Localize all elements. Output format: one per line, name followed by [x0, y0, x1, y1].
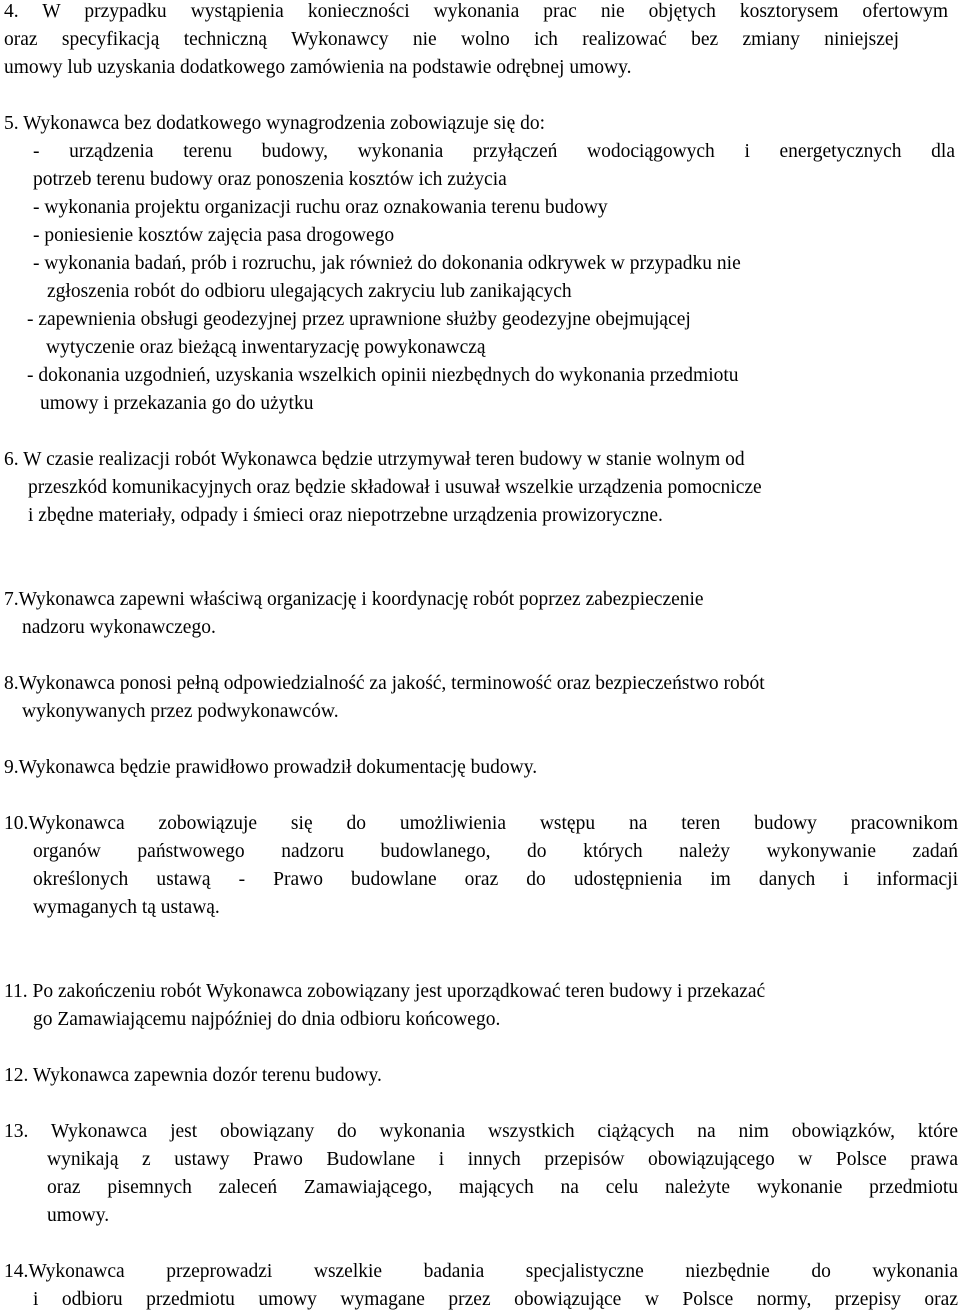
paragraph-8-line-1: 8.Wykonawca ponosi pełną odpowiedzialność za jakość, terminowość oraz bezpieczeństwo robót [4, 673, 765, 694]
paragraph-10-line-2: organów państwowego nadzoru budowlanego, do których należy wykonywanie zadań [33, 841, 958, 862]
paragraph-5-item-e-line-1: - zapewnienia obsługi geodezyjnej przez uprawnione służby geodezyjne obejmującej [27, 309, 691, 330]
paragraph-10-line-3: określonych ustawą - Prawo budowlane oraz do udostępnienia im danych i informacji [33, 869, 958, 890]
paragraph-7-line-1: 7.Wykonawca zapewni właściwą organizację i koordynację robót poprzez zabezpieczenie [4, 589, 704, 610]
paragraph-5-item-f-line-1: - dokonania uzgodnień, uzyskania wszelkich opinii niezbędnych do wykonania przedmiotu [27, 365, 739, 386]
paragraph-12-line-1: 12. Wykonawca zapewnia dozór terenu budowy. [4, 1065, 382, 1086]
paragraph-7-line-2: nadzoru wykonawczego. [22, 617, 216, 638]
paragraph-11-line-1: 11. Po zakończeniu robót Wykonawca zobowiązany jest uporządkować teren budowy i przekazać [4, 981, 766, 1002]
paragraph-5-item-f-line-2: umowy i przekazania go do użytku [40, 393, 314, 414]
paragraph-10-line-4: wymaganych tą ustawą. [33, 897, 220, 918]
paragraph-4-line-1: 4. W przypadku wystąpienia konieczności wykonania prac nie objętych kosztorysem ofertowym [4, 1, 948, 22]
paragraph-6-line-3: i zbędne materiały, odpady i śmieci oraz niepotrzebne urządzenia prowizoryczne. [28, 505, 663, 526]
paragraph-14-line-1: 14.Wykonawca przeprowadzi wszelkie badania specjalistyczne niezbędnie do wykonania [4, 1261, 958, 1282]
paragraph-9-line-1: 9.Wykonawca będzie prawidłowo prowadził dokumentację budowy. [4, 757, 538, 778]
paragraph-10-line-1: 10.Wykonawca zobowiązuje się do umożliwienia wstępu na teren budowy pracownikom [4, 813, 958, 834]
paragraph-6-line-2: przeszkód komunikacyjnych oraz będzie składował i usuwał wszelkie urządzenia pomocnicze [28, 477, 762, 498]
paragraph-8-line-2: wykonywanych przez podwykonawców. [22, 701, 339, 722]
paragraph-13-line-4: umowy. [47, 1205, 110, 1226]
paragraph-5-item-d-line-1: - wykonania badań, prób i rozruchu, jak również do dokonania odkrywek w przypadku nie [33, 253, 741, 274]
paragraph-5-item-c: - poniesienie kosztów zajęcia pasa drogowego [33, 225, 395, 246]
paragraph-13-line-3: oraz pisemnych zaleceń Zamawiającego, mających na celu należyte wykonanie przedmiotu [47, 1177, 958, 1198]
paragraph-5-item-b: - wykonania projektu organizacji ruchu oraz oznakowania terenu budowy [33, 197, 608, 218]
paragraph-5-item-a-line-1: - urządzenia terenu budowy, wykonania przyłączeń wodociągowych i energetycznych dla [33, 141, 955, 162]
paragraph-4-line-3: umowy lub uzyskania dodatkowego zamówienia na podstawie odrębnej umowy. [4, 57, 632, 78]
paragraph-4-line-2: oraz specyfikacją techniczną Wykonawcy nie wolno ich realizować bez zmiany niniejszej [4, 29, 899, 50]
paragraph-5-item-e-line-2: wytyczenie oraz bieżącą inwentaryzację powykonawczą [46, 337, 486, 358]
paragraph-5-item-d-line-2: zgłoszenia robót do odbioru ulegających zakryciu lub zanikających [47, 281, 572, 302]
paragraph-5-intro: 5. Wykonawca bez dodatkowego wynagrodzenia zobowiązuje się do: [4, 113, 546, 134]
paragraph-11-line-2: go Zamawiającemu najpóźniej do dnia odbioru końcowego. [33, 1009, 501, 1030]
paragraph-13-line-2: wynikają z ustawy Prawo Budowlane i innych przepisów obowiązującego w Polsce prawa [47, 1149, 958, 1170]
paragraph-5-item-a-line-2: potrzeb terenu budowy oraz ponoszenia kosztów ich zużycia [33, 169, 507, 190]
paragraph-6-line-1: 6. W czasie realizacji robót Wykonawca będzie utrzymywał teren budowy w stanie wolnym od [4, 449, 745, 470]
paragraph-13-line-1: 13. Wykonawca jest obowiązany do wykonania wszystkich ciążących na nim obowiązków, które [4, 1121, 958, 1142]
paragraph-14-line-2: i odbioru przedmiotu umowy wymagane przez obowiązujące w Polsce normy, przepisy oraz [33, 1289, 958, 1310]
